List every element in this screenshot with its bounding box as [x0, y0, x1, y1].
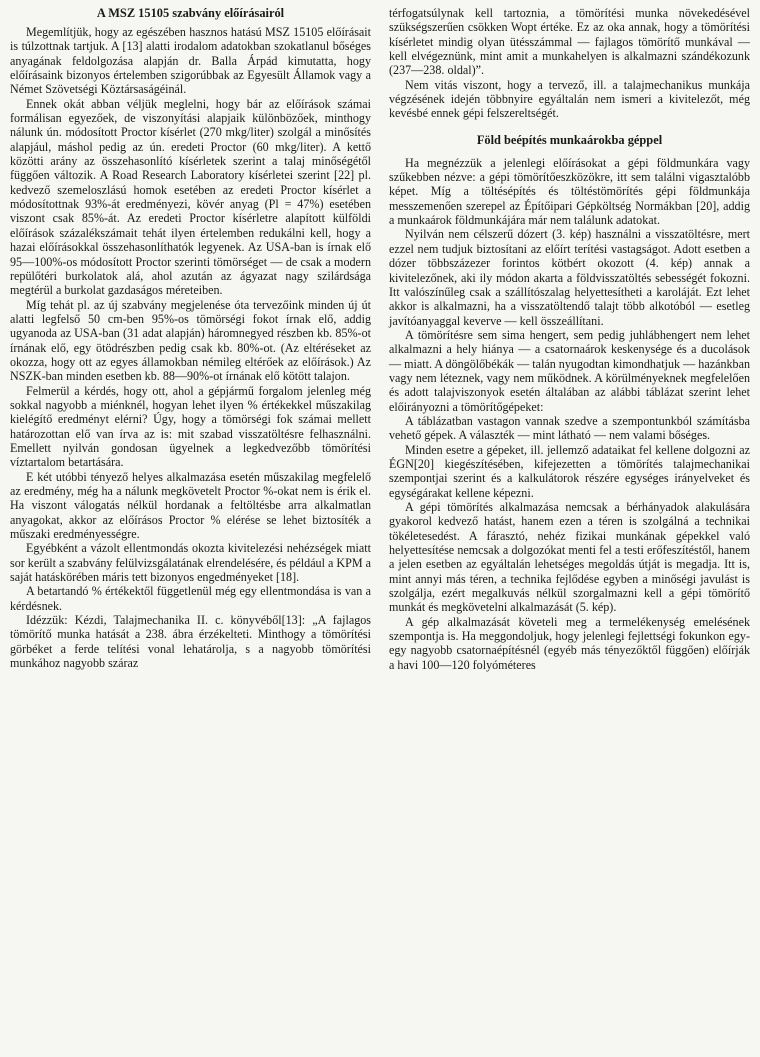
section-heading-msz-15105: A MSZ 15105 szabvány előírásairól: [96, 6, 285, 20]
right-column: [389, 6, 750, 1057]
paragraph: Megemlítjük, hogy az egészében hasznos hatású MSZ 15105 előírásait is túlzottnak tartjuk. A [13] alatti irodalom adatokban szokatlanul bőséges anyagának feldolgozása alapján dr. Balla Árpád kimutatta, hogy előírásaink bizonyos értelemben szigorúbbak az Egyesült Államok vagy a Német Szövetségi Köztársaságéinál.: [10, 25, 371, 97]
paragraph: Míg tehát pl. az új szabvány megjelenése óta tervezőink minden új út alatti legfelső 50 cm-ben 95%-os tömörségi fokot írnak elő, addig ugyanoda az USA-ban (31 adat alapján) háromnegyed részben kb. 85%-ot írnának elő, egy ötödrészben pedig csak kb. 80%-ot. (Az eltéréseket az okozza, hogy ott az egyes államokban némileg eltérőek az előírások.) Az NSZK-ban minden esetben kb. 88—90%-ot írnának elő kötött talajon.: [10, 297, 371, 384]
paragraph: Felmerül a kérdés, hogy ott, ahol a gépjármű forgalom jelenleg még sokkal nagyobb a miénknél, hogyan lehet ilyen % értékekkel műszakilag kielégítő eredményt elérni? Úgy, hogy a tömörségi fok számai mellett határozottan elő van írva az is: mit szabad visszatöltésre felhasználni. Emellett nyilván gondosan ügyelnek a legkedvezőbb tömörítési víztartalom betartására.: [10, 383, 371, 470]
paragraph: Nem vitás viszont, hogy a tervező, ill. a talajmechanikus munkája végzésének idején többnyire egyáltalán nem ismeri a kivitelezőt, még kevésbé ennek gépi felszereltségét.: [389, 77, 750, 121]
paragraph-continued: térfogatsúlynak kell tartoznia, a tömörítési munka növekedésével szükségszerűen csökken Wopt értéke. Ez az oka annak, hogy a tömörítési kísérletet mindig olyan ütésszámmal — fajlagos tömörítő munkával — kell elvégeznünk, mint amit a munkahelyen is alkalmazni szándékozunk (237—238. oldal)”.: [389, 6, 750, 78]
section-heading-munkaarok: Föld beépítés munkaárokba géppel: [476, 132, 663, 147]
paragraph: Nyilván nem célszerű dózert (3. kép) használni a visszatöltésre, mert ezzel nem tudjuk biztosítani az előírt terítési vastagságot. Adott esetben a dózer többszázezer forintos kötbért okozott (4. kép) annak a kivitelezőnek, aki ily módon akarta a földvisszatöltés sebességét fokozni. Itt valószínűleg csak a szállítószalag helyettesítheti a karoláját. Ezt lehet akkor is alkalmazni, ha a visszatöltendő talajt több alkotóból — esetleg javítóanyaggal keverve — kell összeállítani.: [389, 227, 750, 328]
paragraph: A gépi tömörítés alkalmazása nemcsak a bérhányadok alakulására gyakorol kedvező hatást, hanem ezen a téren is szolgálná a technikai tökéletesedést. A fárasztó, nehéz fizikai munkának gépekkel való helyettesítése nemcsak a dolgozókat menti fel a testi erőfeszítéstől, hanem a jelen esetben az egyáltalán lehetséges megoldás útját is megadja. Itt is, mint annyi más téren, a technika fejlődése egyben a minőségi javulást is szolgálja, ezért megalkuvás nélkül szorgalmazni kell a gépi tömörítő munkát és megkövetelni alkalmazását (5. kép).: [389, 500, 750, 615]
paragraph: Minden esetre a gépeket, ill. jellemző adataikat fel kellene dolgozni az ÉGN[20] kiegészítésében, kifejezetten a tömörítés talajmechanikai szempontjai szerint és a kalkulátorok részére egységes irányelveket és egységárakat kellene képezni.: [389, 442, 750, 500]
paragraph: Egyébként a vázolt ellentmondás okozta kivitelezési nehézségek miatt sor került a szabvány felülvizsgálatának elrendelésére, és például a KPM a saját hatáskörében máris tett bizonyos engedményeket [18].: [10, 541, 371, 585]
left-column: [10, 6, 371, 1057]
paragraph: A gép alkalmazását követeli meg a termelékenység emelésének szempontja is. Ha meggondoljuk, hogy jelenlegi fejlettségi fokunkon egy-egy nagyobb csatornaépítésnél (egyéb más tényezőktől függően) előírják a havi 100—120 folyóméteres: [389, 614, 750, 672]
paragraph: A betartandó % értékektől függetlenül még egy ellentmondása is van a kérdésnek.: [10, 584, 371, 613]
paragraph: E két utóbbi tényező helyes alkalmazása esetén műszakilag megfelelő az eredmény, még ha a nálunk megkövetelt Proctor %-okat nem is érik el. Ha viszont válogatás nélkül hordanak a feltöltésbe arra alkalmatlan anyagokat, akkor az előírásos Proctor % elérése se lehet biztosíték a műszaki eredményességre.: [10, 469, 371, 542]
paragraph: Ha megnézzük a jelenlegi előírásokat a gépi földmunkára vagy szűkebben nézve: a gépi tömörítőeszközökre, itt sem találni vigasztalóbb képet. Míg a töltésépítés és töltéstömörítés gépi földmunkája messzemenően szerepel az Építőipari Gépköltség Normákban [20], addig a munkaárok földmunkájára már nem találunk adatokat.: [389, 155, 750, 228]
paragraph: Ennek okát abban véljük meglelni, hogy bár az előírások számai formálisan egyezőek, de viszonyítási alapjaik különbözőek, minthogy nálunk ún. módosított Proctor kísérlet (270 mkg/liter) szolgál a minősítés alapjául, máshol pedig az ún. eredeti Proctor (60 mkg/liter). A kettő közötti arány az összehasonlító kísérletek szerint a talaj minőségétől függően változik. A Road Research Laboratory kísérletei szerint [22] pl. kedvező szemeloszlású homok esetében az eredeti Proctor kísérlet a módosítottnak 93%-át eredményezi, kövér anyag (Pl = 47%) esetében viszont csak 85%-át. Az eredeti Proctor kísérletre alapított külföldi előírások százalékszámait tehát ilyen értelemben redukálni kell, hogy a hazai előírásokkal összehasonlíthatók legyenek. Az USA-ban is írnak elő 95—100%-os módosított Proctor szerinti tömörséget — de csak a modern repülőtéri burkolatok alá, ahol azután az ágyazat nagy szilárdsága megtérül a burkolat gazdaságos méreteiben.: [10, 96, 371, 298]
paragraph: A táblázatban vastagon vannak szedve a szempontunkból számításba vehető gépek. A választék — mint látható — nem valami bőséges.: [389, 413, 750, 443]
paragraph-quote: Idézzük: Kézdi, Talajmechanika II. c. könyvéből[13]: „A fajlagos tömörítő munka hatását a 238. ábra érzékelteti. Minthogy a tömörítési görbéket a ferde telítési vonal lehatárolja, s a nagyobb tömörítési munkához nagyobb száraz: [10, 613, 371, 671]
paragraph: A tömörítésre sem sima hengert, sem pedig juhlábhengert nem lehet alkalmazni a hely hiánya — a csatornaárok keskenysége és a ducolások — miatt. A döngölőbékák — talán nyugodtan kimondhatjuk — hazánkban vagy nem léteznek, vagy nem működnek. A körülményeknek megfelelően és adott talajviszonyok esetén általában az alábbi táblázat szerint lehet előirányozni a tömörítőgépeket:: [389, 327, 750, 414]
